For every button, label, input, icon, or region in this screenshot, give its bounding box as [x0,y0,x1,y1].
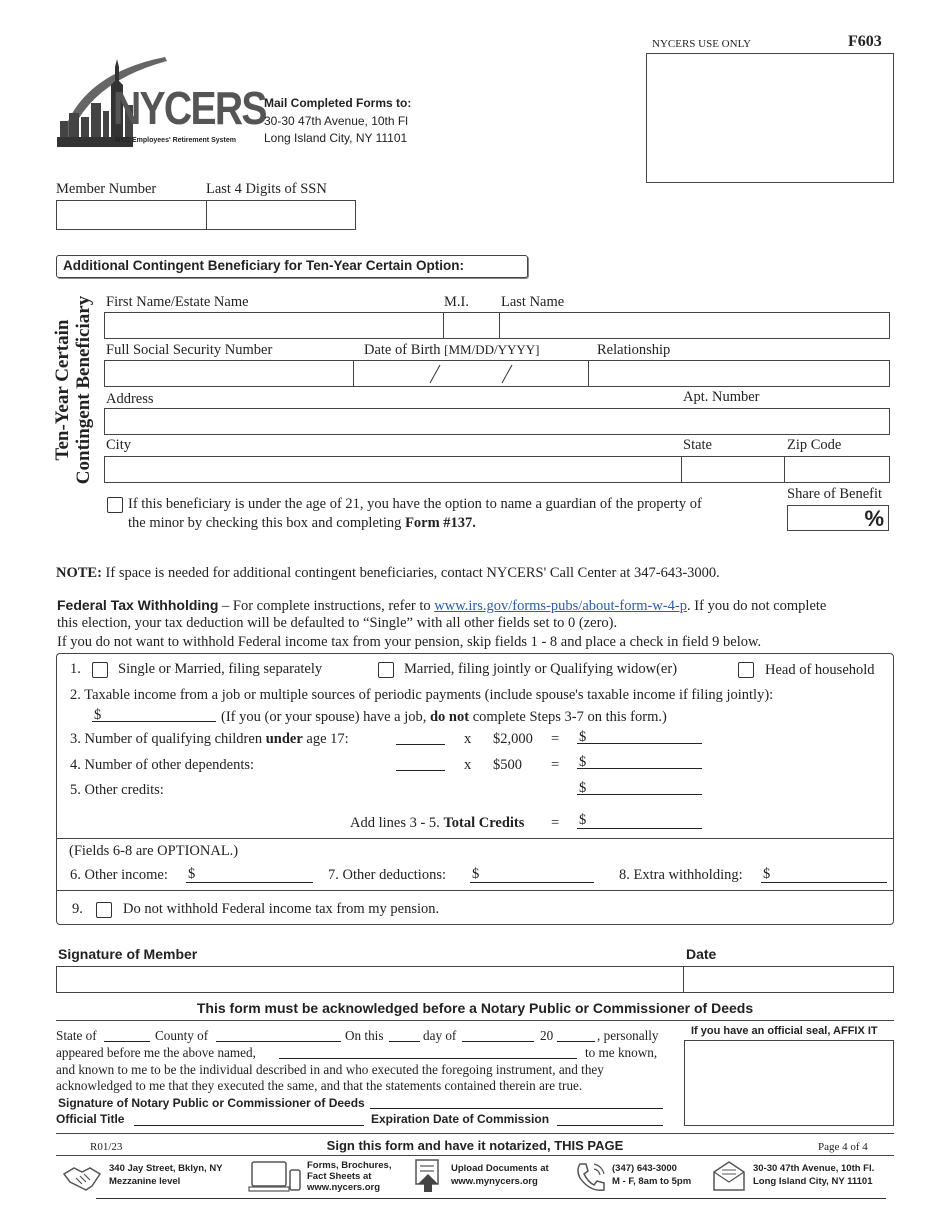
notary-title: This form must be acknowledged before a Notary Public or Commissioner of Deeds [196,1000,754,1016]
footer-c2-l1: Forms, Brochures, [307,1160,392,1171]
footer-c4-l1: (347) 643-3000 [612,1163,677,1174]
logo-subtitle: Employees' Retirement System [132,137,236,144]
computer-icon [248,1160,302,1194]
single-label: Single or Married, filing separately [118,661,323,677]
guardian-text-2 [128,515,476,532]
line2b-2: complete Steps 3-7 on this form.) [472,709,667,725]
married-joint-checkbox[interactable] [378,662,394,678]
total-1: Add lines 3 - 5. [350,815,440,831]
date-slash-icon [498,363,518,385]
line2-text: 2. Taxable income from a job or multiple sources of periodic payments (include spouse's taxable income if filing jointly): [70,687,774,703]
mail-line1: 30-30 47th Avenue, 10th Fl [264,114,408,128]
total-credits-label [350,815,524,832]
dob-label [364,342,539,359]
line2b-bold: do not [429,709,470,725]
address-label: Address [106,391,154,407]
first-name-label: First Name/Estate Name [106,294,249,310]
expiration-input[interactable] [557,1112,663,1126]
notary-signature-label: Signature of Notary Public or Commissioner of Deeds [58,1096,365,1110]
relationship-input[interactable] [589,361,889,386]
seal-box[interactable] [684,1040,894,1126]
extra-withholding-input[interactable] [761,867,887,883]
dollar-sign: $ [579,812,587,828]
ssn-last4-label: Last 4 Digits of SSN [206,181,327,197]
footer-c2-l3: www.nycers.org [307,1182,381,1193]
footer-c1-l2: Mezzanine level [109,1176,181,1187]
line3-1: 3. Number of qualifying children [70,731,263,747]
head-of-household-label: Head of household [765,662,875,678]
dependent-amount: $500 [493,757,522,773]
on-this-label: On this [345,1028,384,1043]
city-label: City [106,437,131,453]
dollar-sign: $ [579,729,587,745]
guardian-checkbox[interactable] [107,497,123,513]
dollar-sign: $ [763,866,771,882]
share-label: Share of Benefit [787,486,883,502]
beneficiary-section-title: Additional Contingent Beneficiary for Ten-Year Certain Option: [56,255,528,278]
line7-text: 7. Other deductions: [328,867,446,883]
handshake-icon [62,1160,102,1194]
dollar-sign: $ [579,754,587,770]
line1-num: 1. [70,661,81,677]
divider [56,1155,894,1156]
seal-label: If you have an official seal, AFFIX IT [691,1025,878,1037]
signature-date-input[interactable] [684,967,893,992]
equals-sign: = [551,815,560,831]
last-name-input[interactable] [500,313,889,338]
notary-state-input[interactable] [104,1028,150,1042]
times-sign: x [464,757,472,773]
dollar-sign: $ [188,866,196,882]
side-title-line2: Contingent Beneficiary [73,295,94,485]
address-input[interactable] [105,409,890,434]
line5-text: 5. Other credits: [70,782,164,798]
zip-label: Zip Code [787,437,842,453]
footer-c3-l1: Upload Documents at [451,1163,549,1174]
ssn-last4-input[interactable] [207,201,355,229]
notary-signature-input[interactable] [370,1095,663,1109]
state-label: State [683,437,712,453]
mi-input[interactable] [444,313,499,338]
children-count-input[interactable] [396,731,445,745]
other-income-input[interactable] [186,867,313,883]
percent-sign: % [864,506,884,531]
notary-para-2: acknowledged to me that they executed the same, and that the statements contained therein are true. [56,1078,583,1093]
notary-county-input[interactable] [216,1028,341,1042]
equals-sign: = [551,731,560,747]
page-number: Page 4 of 4 [818,1141,868,1153]
member-signature-input[interactable] [57,967,683,992]
ssn-input[interactable] [105,361,353,386]
tax-intro-1: – For complete instructions, refer to [222,598,431,614]
official-title-input[interactable] [134,1112,364,1126]
head-of-household-checkbox[interactable] [738,662,754,678]
dollar-sign: $ [472,866,480,882]
office-use-label: NYCERS USE ONLY [652,38,752,50]
line3-text [70,731,349,748]
side-title-line1: Ten-Year Certain [52,319,73,461]
notary-day-input[interactable] [389,1028,420,1042]
date-slash-icon [426,363,446,385]
upload-icon [412,1158,446,1194]
dependents-count-input[interactable] [396,757,445,771]
notary-para-1: and known to me to be the individual described in and who executed the foregoing instrument, and they [56,1062,604,1077]
total-bold: Total Credits [443,815,525,831]
footer-c5-l2: Long Island City, NY 11101 [753,1176,873,1187]
line6-text: 6. Other income: [70,867,168,883]
other-deductions-input[interactable] [470,867,594,883]
guardian-form-ref: Form #137. [405,515,476,531]
apt-label: Apt. Number [683,389,760,405]
tax-intro-line3: If you do not want to withhold Federal income tax from your pension, skip fields 1 - 8 and place a check in field 9 below. [57,634,762,650]
no-withhold-checkbox[interactable] [96,902,112,918]
note-text: If space is needed for additional contingent beneficiaries, contact NYCERS' Call Center at 347-643-3000. [105,565,720,581]
ssn-label: Full Social Security Number [106,342,273,358]
footer-c5-l1: 30-30 47th Avenue, 10th Fl. [753,1163,875,1174]
single-checkbox[interactable] [92,662,108,678]
appeared-label: appeared before me the above named, [56,1045,256,1060]
footer-c4-l2: M - F, 8am to 5pm [612,1176,692,1187]
note-label: NOTE: [56,565,102,581]
member-number-input[interactable] [57,201,206,229]
line3-bold: under [265,731,303,747]
dob-label-text: Date of Birth [364,342,441,358]
logo-nyc: NYC [115,137,130,144]
dependents-credit-input[interactable] [577,755,702,769]
official-title-label: Official Title [56,1112,125,1126]
county-of-label: County of [155,1028,209,1043]
line2b-1: (If you (or your spouse) have a job, [221,709,427,725]
nycers-logo [55,55,266,150]
personally-label: , personally [597,1028,659,1043]
share-input[interactable] [787,505,889,531]
guardian-text-2a: the minor by checking this box and completing [128,515,402,531]
state-input[interactable] [682,457,784,482]
line2b-text [221,709,667,726]
mail-title: Mail Completed Forms to: [264,96,412,110]
footer-c3-l2: www.mynycers.org [451,1176,538,1187]
city-input[interactable] [105,457,681,482]
times-sign: x [464,731,472,747]
revision: R01/23 [90,1141,123,1153]
optional-note: (Fields 6-8 are OPTIONAL.) [69,843,239,859]
guardian-text-1: If this beneficiary is under the age of 21, you have the option to name a guardian of the property of [128,496,702,512]
side-title [52,295,94,485]
total-credits-input[interactable] [577,813,702,829]
mail-line2: Long Island City, NY 11101 [264,131,408,145]
tax-intro-line2: this election, your tax deduction will be defaulted to “Single” with all other fields set to 0 (zero). [57,615,618,631]
line8-text: 8. Extra withholding: [619,867,743,883]
dob-input[interactable] [354,361,588,386]
divider [56,1020,894,1021]
notary-month-input[interactable] [462,1028,534,1042]
year-prefix: 20 [540,1028,554,1043]
form-id: F603 [848,33,882,50]
footer-rule [96,1198,886,1199]
tax-intro-2: . If you do not complete [687,598,827,614]
known-label: to me known, [585,1045,658,1060]
mail-icon [712,1160,746,1192]
line4-text: 4. Number of other dependents: [70,757,255,773]
tax-title: Federal Tax Withholding [57,597,219,613]
footer-c2-l2: Fact Sheets at [307,1171,372,1182]
tax-intro-line1 [57,597,826,615]
dob-format: [MM/DD/YYYY] [444,342,540,357]
phone-icon [574,1160,606,1194]
date-label: Date [686,946,717,962]
irs-link[interactable]: www.irs.gov/forms-pubs/about-form-w-4-p [434,598,688,614]
line9-text: Do not withhold Federal income tax from my pension. [123,901,440,917]
footer-instruction: Sign this form and have it notarized, THIS PAGE [326,1138,624,1153]
equals-sign: = [551,757,560,773]
day-of-label: day of [423,1028,457,1043]
last-name-label: Last Name [501,294,565,310]
other-credits-input[interactable] [577,781,702,795]
zip-input[interactable] [785,457,889,482]
line9-num: 9. [72,901,83,917]
divider [56,1133,894,1134]
dollar-sign: $ [94,707,102,723]
mi-label: M.I. [444,294,469,310]
note [56,565,720,582]
children-credit-input[interactable] [577,730,702,744]
notary-year-input[interactable] [557,1028,595,1042]
divider [57,838,893,839]
state-of-label: State of [56,1028,97,1043]
dollar-sign: $ [579,780,587,796]
office-use-box [646,53,894,183]
member-number-label: Member Number [56,181,157,197]
footer-c1-l1: 340 Jay Street, Bklyn, NY [109,1163,223,1174]
logo-text: NYCERS [113,82,266,134]
line3-2: age 17: [306,731,349,747]
notary-name-input[interactable] [279,1045,577,1059]
taxable-income-input[interactable] [92,708,216,722]
expiration-label: Expiration Date of Commission [371,1112,550,1126]
member-signature-label: Signature of Member [58,946,198,962]
child-amount: $2,000 [493,731,533,747]
married-joint-label: Married, filing jointly or Qualifying widow(er) [404,661,678,677]
first-name-input[interactable] [105,313,443,338]
divider [57,890,893,891]
relationship-label: Relationship [597,342,671,358]
